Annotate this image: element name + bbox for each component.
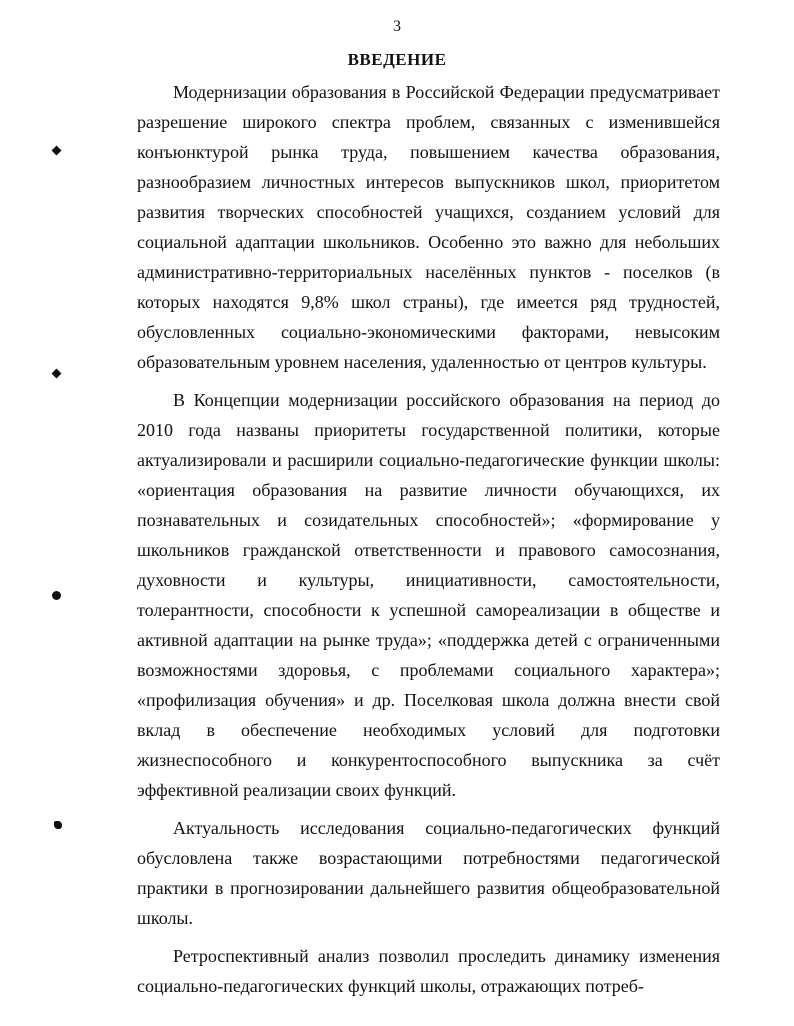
paragraph-1: Модернизации образования в Российской Федерации предусматривает разрешение широкого спектра проблем, связанных с изменившейся конъюнктурой рынка труда, повышением качества образования, разнообразием личностных интересов выпускников школ, приоритетом развития творческих способностей учащихся, созданием условий для социальной адаптации школьников. Особенно это важно для небольших административно-территориальных населённых пунктов - поселков (в которых находятся 9,8% школ страны), где имеется ряд трудностей, обусловленных социально-экономическими факторами, невысоким образовательным уровнем населения, удаленностью от центров культуры. xyxy=(137,82,720,372)
body-text xyxy=(137,77,720,1001)
paragraph-4: Ретроспективный анализ позволил проследить динамику изменения социально-педагогических функций школы, отражающих потреб- xyxy=(137,946,720,996)
margin-mark-diamond-icon xyxy=(52,146,62,156)
paragraph-3: Актуальность исследования социально-педагогических функций обусловлена также возрастающими потребностями педагогической практики в прогнозировании дальнейшего развития общеобразовательной школы. xyxy=(137,818,720,928)
margin-mark-dot-icon xyxy=(52,591,61,600)
margin-mark-speck-icon xyxy=(54,821,62,829)
paragraph-2: В Концепции модернизации российского образования на период до 2010 года названы приоритеты государственной политики, которые актуализировали и расширили социально-педагогические функции школы: «ориентация образования на развитие личности обучающихся, их познавательных и созидательных способностей»; «формирование у школьников гражданской ответственности и правового самосознания, духовности и культуры, инициативности, самостоятельности, толерантности, способности к успешной самореализации в обществе и активной адаптации на рынке труда»; «поддержка детей с ограниченными возможностями здоровья, с проблемами социального характера»; «профилизация обучения» и др. Поселковая школа должна внести свой вклад в обеспечение необходимых условий для подготовки жизнеспособного и конкурентоспособного выпускника за счёт эффективной реализации своих функций. xyxy=(137,390,720,800)
page-number: 3 xyxy=(393,18,401,35)
margin-mark-diamond-icon xyxy=(52,369,62,379)
section-heading: ВВЕДЕНИЕ xyxy=(347,50,447,69)
